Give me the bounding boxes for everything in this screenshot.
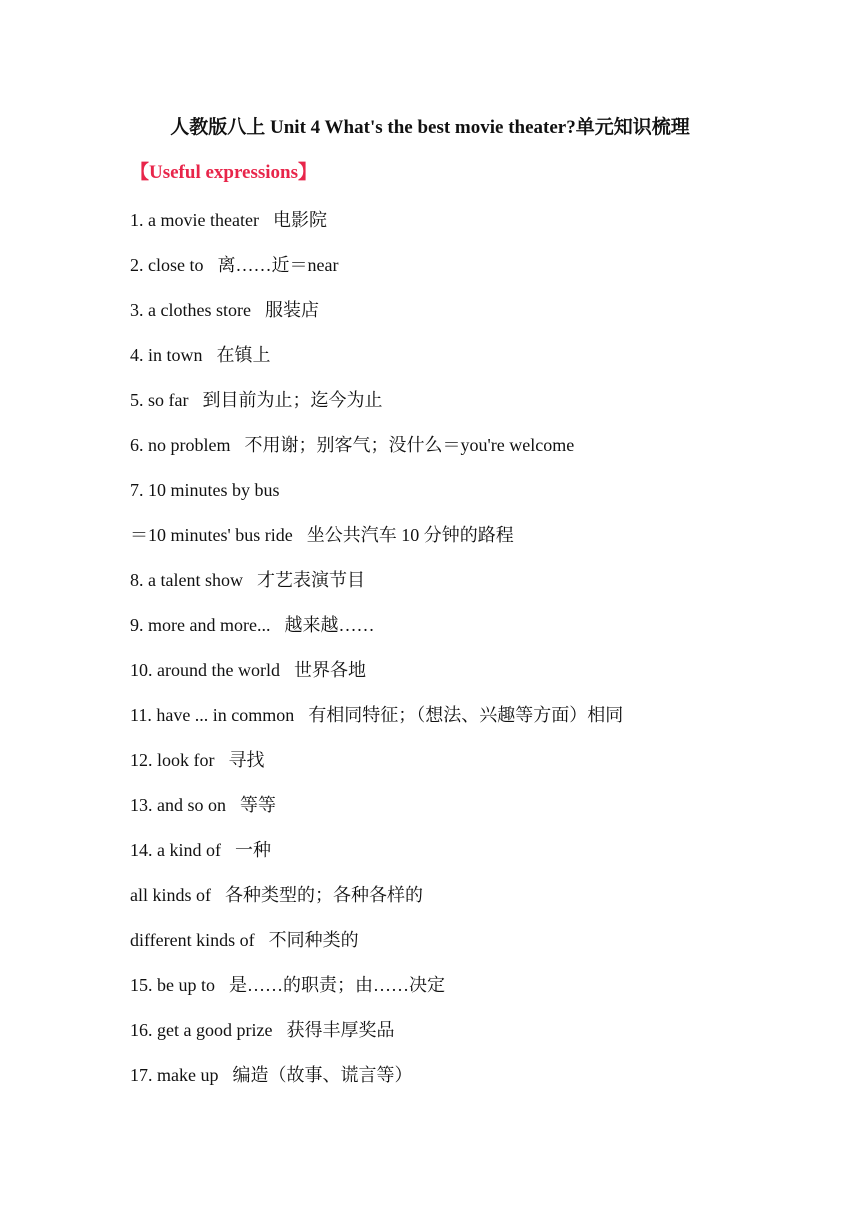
- expression-english: 15. be up to: [130, 975, 215, 995]
- expression-chinese: 不用谢；别客气；没什么＝you're welcome: [244, 435, 575, 455]
- expression-english: different kinds of: [130, 930, 255, 950]
- expression-list: [130, 206, 830, 1106]
- list-item: [130, 296, 830, 341]
- expression-chinese: 越来越……: [284, 615, 375, 635]
- list-item: [130, 521, 830, 566]
- list-item: [130, 701, 830, 746]
- list-item: [130, 341, 830, 386]
- expression-chinese: 不同种类的: [268, 930, 359, 950]
- list-item: [130, 971, 830, 1016]
- list-item: [130, 566, 830, 611]
- expression-english: 7. 10 minutes by bus: [130, 480, 280, 500]
- expression-chinese: 编造（故事、谎言等）: [232, 1065, 413, 1085]
- list-item: [130, 836, 830, 881]
- expression-english: 17. make up: [130, 1065, 219, 1085]
- expression-english: 3. a clothes store: [130, 300, 251, 320]
- expression-chinese: 服装店: [264, 300, 319, 320]
- document-title: 人教版八上 Unit 4 What's the best movie theater?单元知识梳理: [170, 117, 690, 138]
- expression-english: 8. a talent show: [130, 570, 243, 590]
- expression-chinese: 在镇上: [216, 345, 271, 365]
- expression-chinese: 电影院: [272, 210, 327, 230]
- expression-english: 11. have ... in common: [130, 705, 295, 725]
- expression-english: 4. in town: [130, 345, 203, 365]
- expression-chinese: 离……近＝near: [217, 255, 339, 275]
- expression-chinese: 获得丰厚奖品: [286, 1020, 395, 1040]
- expression-chinese: 坐公共汽车 10 分钟的路程: [306, 525, 514, 545]
- expression-english: all kinds of: [130, 885, 211, 905]
- expression-english: ＝10 minutes' bus ride: [130, 525, 293, 545]
- expression-chinese: 到目前为止；迄今为止: [202, 390, 383, 410]
- expression-english: 1. a movie theater: [130, 210, 259, 230]
- list-item: [130, 926, 830, 971]
- expression-english: 12. look for: [130, 750, 215, 770]
- expression-chinese: 才艺表演节目: [256, 570, 365, 590]
- expression-english: 5. so far: [130, 390, 189, 410]
- list-item: [130, 656, 830, 701]
- list-item: [130, 431, 830, 476]
- list-item: [130, 1061, 830, 1106]
- expression-english: 13. and so on: [130, 795, 226, 815]
- expression-chinese: 寻找: [228, 750, 265, 770]
- expression-chinese: 一种: [234, 840, 271, 860]
- expression-chinese: 各种类型的；各种各样的: [225, 885, 423, 905]
- list-item: [130, 746, 830, 791]
- list-item: [130, 791, 830, 836]
- list-item: [130, 881, 830, 926]
- list-item: [130, 251, 830, 296]
- expression-english: 10. around the world: [130, 660, 280, 680]
- section-heading: 【Useful expressions】: [130, 162, 318, 183]
- expression-english: 9. more and more...: [130, 615, 271, 635]
- list-item: [130, 611, 830, 656]
- list-item: [130, 386, 830, 431]
- list-item: [130, 206, 830, 251]
- expression-chinese: 是……的职责；由……决定: [229, 975, 445, 995]
- expression-english: 16. get a good prize: [130, 1020, 273, 1040]
- expression-english: 6. no problem: [130, 435, 231, 455]
- list-item: [130, 476, 830, 521]
- expression-english: 14. a kind of: [130, 840, 221, 860]
- expression-chinese: 世界各地: [293, 660, 366, 680]
- expression-chinese: 等等: [240, 795, 276, 815]
- list-item: [130, 1016, 830, 1061]
- expression-chinese: 有相同特征；（想法、兴趣等方面）相同: [308, 705, 624, 725]
- expression-english: 2. close to: [130, 255, 204, 275]
